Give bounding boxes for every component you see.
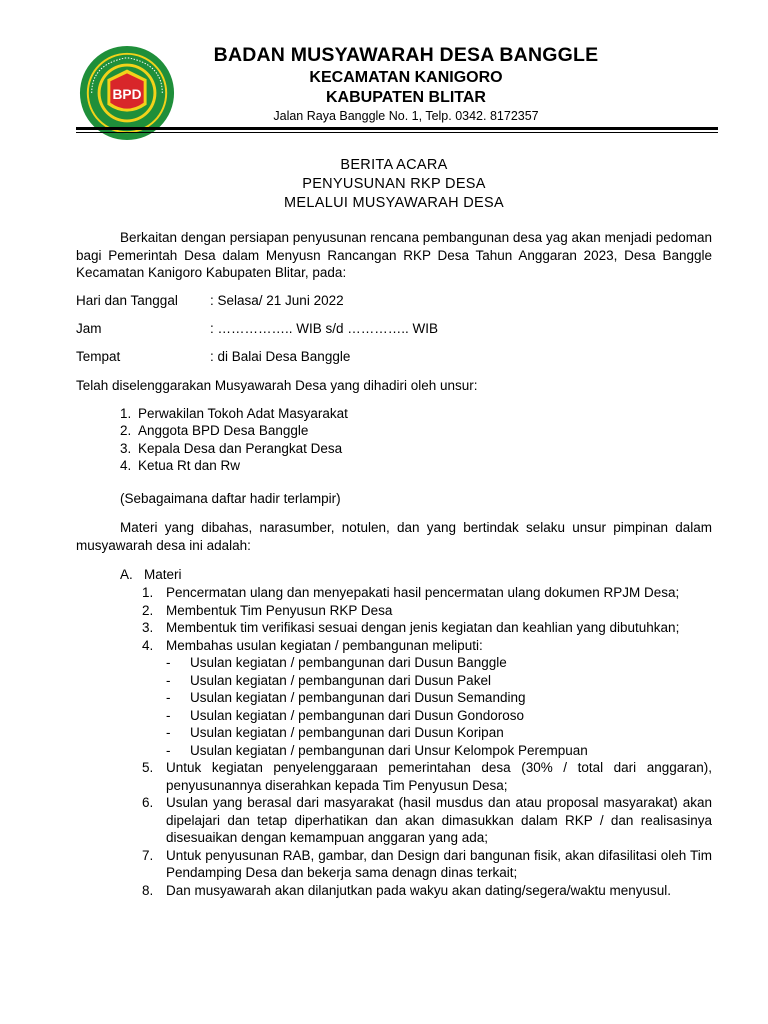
list-text: Pencermatan ulang dan menyepakati hasil pencermatan ulang dokumen RPJM Desa; [166,585,680,600]
detail-label: Hari dan Tanggal [76,293,178,308]
sub-list-text: Usulan kegiatan / pembangunan dari Dusun Koripan [190,725,504,740]
detail-label: Tempat [76,349,121,364]
list-number: 8. [142,882,154,898]
attendee-text: Ketua Rt dan Rw [138,458,241,473]
detail-label: Jam [76,321,102,336]
list-number: 1. [142,585,154,600]
list-number: 2. [142,602,154,618]
list-item [142,882,712,900]
attendee-item [120,440,342,458]
attendee-text: Anggota BPD Desa Banggle [138,423,309,438]
detail-row-time [76,320,438,338]
sub-list-item: - Usulan kegiatan / pembangunan dari Unsur Kelompok Perempuan [166,742,588,758]
attendee-item [120,457,240,475]
section-a-heading [120,566,182,584]
list-item [142,584,712,602]
materials-intro: Materi yang dibahas, narasumber, notulen, dan yang bertindak selaku unsur pimpinan dalam musyawarah desa ini adalah: [76,520,712,553]
list-item [142,619,712,637]
org-regency: KABUPATEN BLITAR [326,89,486,106]
list-text: Untuk penyusunan RAB, gambar, dan Design dari bangunan fisik, akan difasilitasi oleh Tim Pendamping Desa dan bekerja sama denagn dinas terkait; [166,847,712,880]
attendee-text: Perwakilan Tokoh Adat Masyarakat [138,406,348,421]
attendee-text: Kepala Desa dan Perangkat Desa [138,441,343,456]
sub-list-item: - Usulan kegiatan / pembangunan dari Dusun Pakel [166,672,491,688]
sub-list-text: Usulan kegiatan / pembangunan dari Dusun Banggle [190,655,507,670]
list-text: Untuk kegiatan penyelenggaraan pemerintahan desa (30% / total dari anggaran), penyusunannya diserahkan kepada Tim Penyusun Desa; [166,760,712,793]
doc-title-line1: BERITA ACARA [340,157,448,173]
sub-list-text: Usulan kegiatan / pembangunan dari Dusun Pakel [190,672,491,688]
list-text: Usulan yang berasal dari masyarakat (hasil musdus dan atau proposal masyarakat) akan dipelajari dan tetap diperhatikan dan akan dimasukkan dalam RKP / dan realisasinya disesuaikan dengan kemampuan anggaran yang ada; [166,795,712,845]
sub-list-item: - Usulan kegiatan / pembangunan dari Dusun Semanding [166,690,526,705]
org-subdistrict: KECAMATAN KANIGORO [309,69,503,86]
list-text: Membentuk tim verifikasi sesuai dengan jenis kegiatan dan keahlian yang dibutuhkan; [166,620,680,635]
attendee-number: 1. [120,406,132,421]
list-text: Membentuk Tim Penyusun RKP Desa [166,602,393,618]
detail-row-date [76,292,344,310]
sub-list-item: - Usulan kegiatan / pembangunan dari Dusun Banggle [166,655,507,670]
doc-title-line2: PENYUSUNAN RKP DESA [302,176,486,192]
detail-value: : Selasa/ 21 Juni 2022 [210,293,344,308]
sub-list-item: - Usulan kegiatan / pembangunan dari Dusun Koripan [166,725,504,740]
org-address: Jalan Raya Banggle No. 1, Telp. 0342. 8172357 [273,109,539,123]
list-item [142,759,712,794]
list-text: Dan musyawarah akan dilanjutkan pada wakyu akan dating/segera/waktu menyusul. [166,882,672,898]
intro-paragraph: Berkaitan dengan persiapan penyusunan rencana pembangunan desa yag akan menjadi pedoman bagi Pemerintah Desa dalam Menyusn Rancangan RKP Desa Tahun Anggaran 2023, Desa Banggle Kecamatan Kanigoro Kabupaten Blitar, pada: [76,230,712,280]
section-number: A. [120,567,133,582]
list-item [142,847,712,882]
org-title: BADAN MUSYAWARAH DESA BANGGLE [213,44,599,66]
list-text: Membahas usulan kegiatan / pembangunan meliputi: [166,637,483,653]
detail-row-place [76,348,350,366]
attendee-number: 4. [120,458,132,473]
held-paragraph: Telah diselenggarakan Musyawarah Desa yang dihadiri oleh unsur: [76,378,478,393]
sub-list-text: Usulan kegiatan / pembangunan dari Dusun Gondoroso [190,707,524,723]
section-title: Materi [144,567,182,582]
attendee-number: 2. [120,423,132,438]
list-number: 3. [142,620,154,635]
header-divider-thick [76,127,718,130]
sub-list-text: Usulan kegiatan / pembangunan dari Dusun Semanding [190,690,526,705]
list-number: 5. [142,760,154,775]
header-divider-thin [76,132,718,133]
materials-list [142,584,712,899]
detail-value: : di Balai Desa Banggle [210,349,351,364]
list-item [142,794,712,847]
attendee-item [120,405,348,423]
list-number: 7. [142,847,154,863]
attendee-item [120,422,308,440]
sub-list-item: - Usulan kegiatan / pembangunan dari Dusun Gondoroso [166,707,524,723]
list-item [142,602,712,620]
logo-text: BPD [112,86,142,102]
detail-value: : …………….. WIB s/d ………….. WIB [210,321,439,336]
attendance-note: (Sebagaimana daftar hadir terlampir) [120,491,341,506]
attendee-number: 3. [120,441,132,456]
list-number: 6. [142,795,154,810]
list-number: 4. [142,637,154,653]
doc-title-line3: MELALUI MUSYAWARAH DESA [284,195,504,211]
sub-list-text: Usulan kegiatan / pembangunan dari Unsur Kelompok Perempuan [190,742,588,758]
list-item [142,637,712,655]
